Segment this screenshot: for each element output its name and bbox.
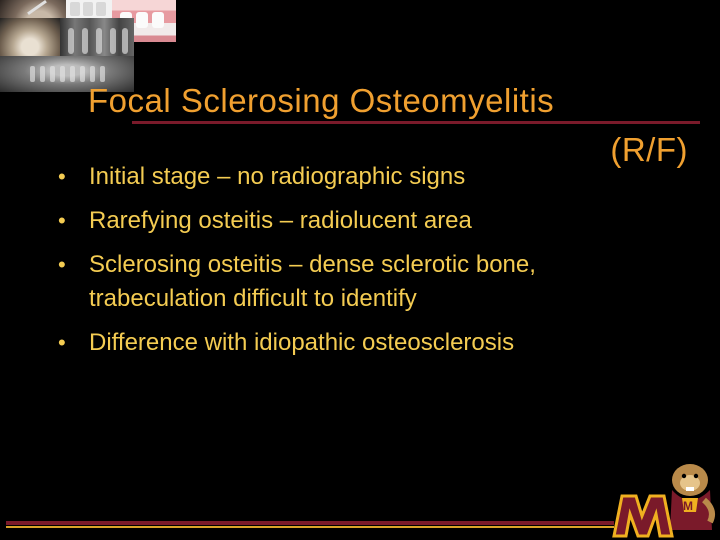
university-mascot-logo-icon <box>612 450 720 540</box>
title-underline <box>132 121 700 124</box>
bullet-text: Rarefying osteitis – radiolucent area <box>89 207 472 234</box>
bullet-text: Initial stage – no radiographic signs <box>89 163 466 190</box>
bullet-list <box>56 160 676 370</box>
footer-rule-accent <box>6 526 614 528</box>
bullet-text: Sclerosing osteitis – dense sclerotic bone, trabeculation difficult to identify <box>89 251 536 312</box>
bullet-item <box>56 160 676 194</box>
bullet-text: Difference with idiopathic osteosclerosis <box>89 329 515 356</box>
bullet-item <box>56 204 676 238</box>
bullet-item <box>56 326 676 360</box>
bullet-dot-icon: • <box>58 164 66 189</box>
bullet-dot-icon: • <box>58 208 66 233</box>
title-line-1: Focal Sclerosing Osteomyelitis <box>88 82 555 119</box>
title-line-2: (R/F) <box>610 131 688 168</box>
footer-rule <box>6 521 614 525</box>
bullet-item <box>56 248 676 316</box>
dental-image-collage <box>0 0 200 92</box>
bullet-dot-icon: • <box>58 330 66 355</box>
teeth-photo-image <box>66 0 112 18</box>
bullet-dot-icon: • <box>58 252 66 277</box>
svg-text:M: M <box>683 499 693 513</box>
